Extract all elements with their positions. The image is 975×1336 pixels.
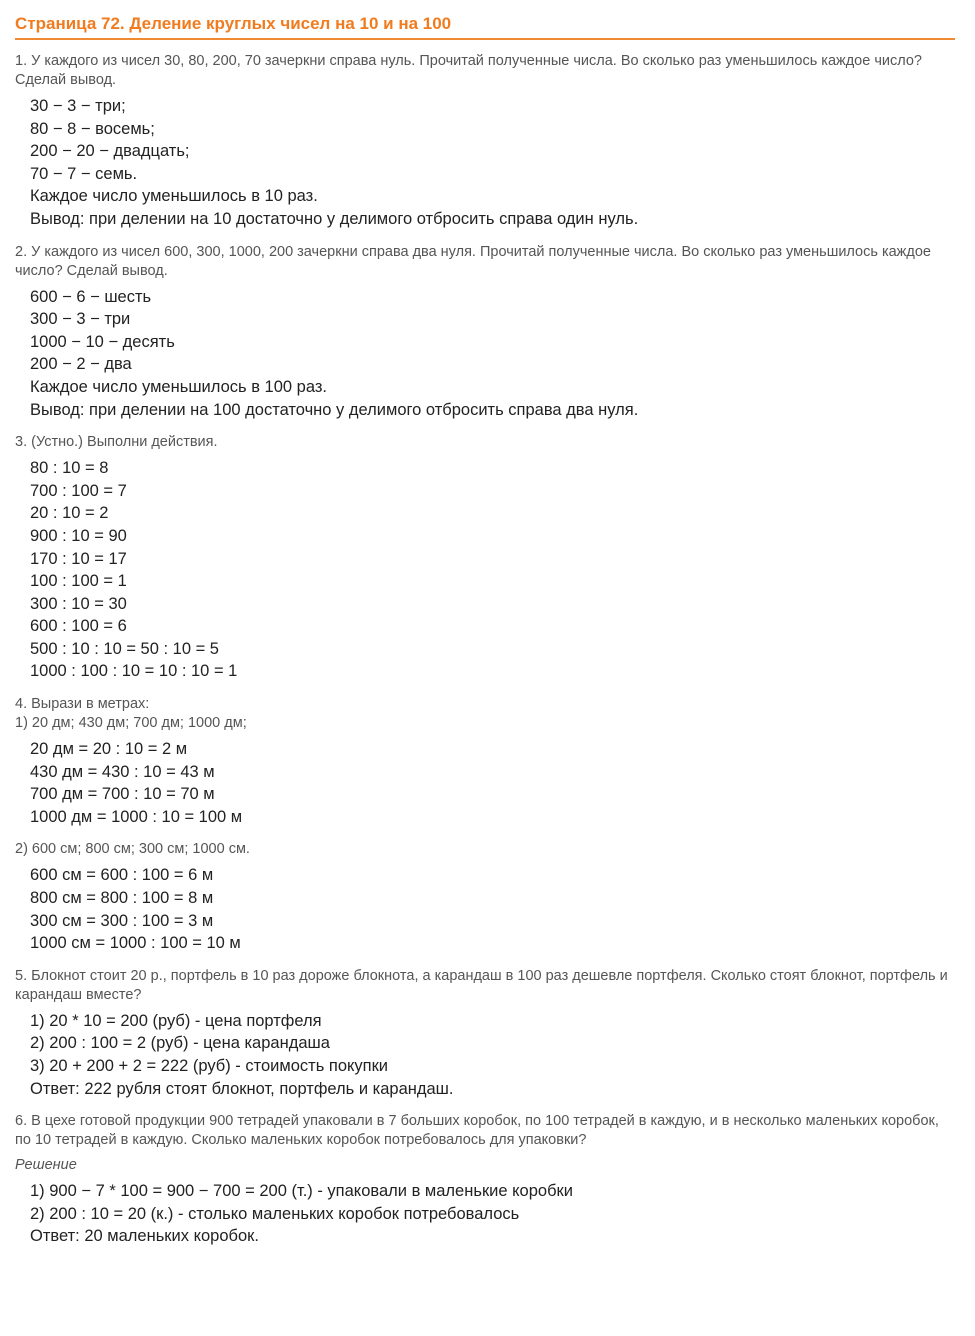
answer-line: 200 − 20 − двадцать; (30, 142, 190, 161)
task-answer (30, 1180, 955, 1248)
answer-line: Каждое число уменьшилось в 100 раз. (30, 377, 327, 396)
answer-line: 800 см = 800 : 100 = 8 м (30, 889, 214, 908)
answer-line: Вывод: при делении на 10 достаточно у делимого отбросить справа один нуль. (30, 209, 639, 228)
task-1 (15, 52, 955, 231)
answer-line: 1000 дм = 1000 : 10 = 100 м (30, 807, 243, 826)
task-4 (15, 695, 955, 955)
task-subquestion: 1) 20 дм; 430 дм; 700 дм; 1000 дм; (15, 715, 247, 732)
page-title: Страница 72. Деление круглых чисел на 10 и на 100 (15, 12, 955, 40)
answer-line: 600 : 100 = 6 (30, 617, 127, 636)
answer-line: Вывод: при делении на 100 достаточно у делимого отбросить справа два нуля. (30, 400, 639, 419)
answer-line: 70 − 7 − семь. (30, 164, 138, 183)
answer-line: 600 см = 600 : 100 = 6 м (30, 866, 214, 885)
task-answer (30, 1010, 955, 1100)
answer-line: 200 − 2 − два (30, 355, 132, 374)
answer-line: 30 − 3 − три; (30, 97, 126, 115)
task-6 (15, 1112, 955, 1248)
task-question: 2. У каждого из чисел 600, 300, 1000, 200 зачеркни справа два нуля. Прочитай полученные числа. Во сколько раз уменьшилось каждое число? Сделай вывод. (15, 243, 931, 279)
answer-line: 300 − 3 − три (30, 310, 131, 329)
task-answer (30, 457, 955, 683)
answer-line: 100 : 100 = 1 (30, 572, 127, 591)
task-question: 5. Блокнот стоит 20 р., портфель в 10 раз дороже блокнота, а карандаш в 100 раз дешевле портфеля. Сколько стоят блокнот, портфель и карандаш вместе? (15, 967, 948, 1003)
task-answer (30, 286, 955, 422)
task-3 (15, 433, 955, 683)
answer-line: 600 − 6 − шесть (30, 287, 152, 306)
answer-line: 20 дм = 20 : 10 = 2 м (30, 740, 188, 759)
answer-line: 430 дм = 430 : 10 = 43 м (30, 762, 215, 781)
task-answer (30, 864, 955, 954)
answer-line: 300 : 10 = 30 (30, 594, 127, 613)
answer-line: Ответ: 20 маленьких коробок. (30, 1227, 259, 1246)
answer-line: 1000 см = 1000 : 100 = 10 м (30, 934, 241, 953)
task-answer (30, 738, 955, 828)
answer-line: 500 : 10 : 10 = 50 : 10 = 5 (30, 639, 219, 658)
answer-line: 700 дм = 700 : 10 = 70 м (30, 785, 215, 804)
task-5 (15, 967, 955, 1100)
solution-label: Решение (15, 1157, 77, 1174)
task-answer (30, 95, 955, 231)
task-question: 4. Вырази в метрах: (15, 696, 150, 713)
answer-line: Ответ: 222 рубля стоят блокнот, портфель и карандаш. (30, 1079, 454, 1098)
task-2 (15, 243, 955, 422)
task-question: 3. (Устно.) Выполни действия. (15, 434, 218, 451)
task-question: 6. В цехе готовой продукции 900 тетрадей упаковали в 7 больших коробок, по 100 тетрадей в каждую, и в несколько маленьких коробок, по 10 тетрадей в каждую. Сколько маленьких коробок потребовалось для упаковки? (15, 1113, 939, 1149)
answer-line: 1) 900 − 7 * 100 = 900 − 700 = 200 (т.) - упаковали в маленькие коробки (30, 1182, 573, 1201)
answer-line: 20 : 10 = 2 (30, 504, 109, 523)
answer-line: Каждое число уменьшилось в 10 раз. (30, 187, 318, 206)
answer-line: 3) 20 + 200 + 2 = 222 (руб) - стоимость покупки (30, 1057, 389, 1075)
answer-line: 900 : 10 = 90 (30, 526, 127, 545)
answer-line: 1000 : 100 : 10 = 10 : 10 = 1 (30, 662, 238, 681)
answer-line: 2) 200 : 10 = 20 (к.) - столько маленьких коробок потребовалось (30, 1204, 520, 1223)
answer-line: 700 : 100 = 7 (30, 481, 127, 500)
answer-line: 1000 − 10 − десять (30, 332, 175, 351)
answer-line: 2) 200 : 100 = 2 (руб) - цена карандаша (30, 1034, 330, 1053)
task-subquestion: 2) 600 см; 800 см; 300 см; 1000 см. (15, 841, 250, 858)
answer-line: 300 см = 300 : 100 = 3 м (30, 911, 214, 930)
answer-line: 170 : 10 = 17 (30, 549, 127, 568)
answer-line: 80 : 10 = 8 (30, 459, 109, 478)
task-question: 1. У каждого из чисел 30, 80, 200, 70 зачеркни справа нуль. Прочитай полученные числа. Во сколько раз уменьшилось каждое число? Сделай вывод. (15, 53, 922, 88)
answer-line: 1) 20 * 10 = 200 (руб) - цена портфеля (30, 1011, 322, 1030)
answer-line: 80 − 8 − восемь; (30, 119, 155, 138)
